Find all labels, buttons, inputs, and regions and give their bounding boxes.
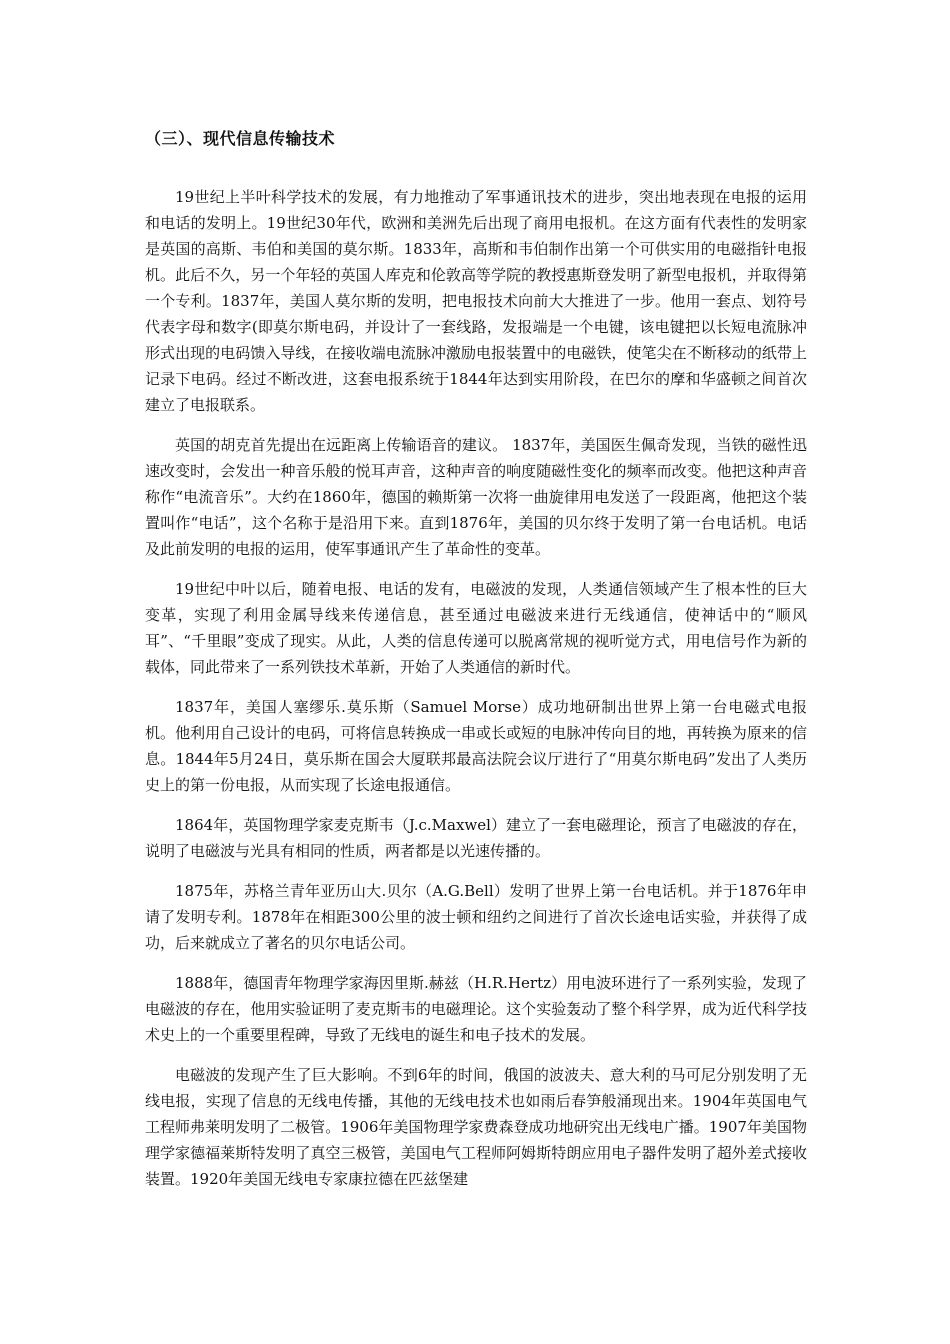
paragraph-morse: 1837年，美国人塞缪乐.莫乐斯（Samuel Morse）成功地研制出世界上第一台电磁式电报机。他利用自己设计的电码，可将信息转换成一串或长或短的电脉冲传向目的地，再转换为原来的信息。1844年5月24日，莫乐斯在国会大厦联邦最高法院会议厅进行了“用莫尔斯电码”发出了人类历史上的第一份电报，从而实现了长途电报通信。: [145, 698, 807, 794]
paragraph-communication-revolution: 19世纪中叶以后，随着电报、电话的发有，电磁波的发现，人类通信领域产生了根本性的巨大变革，实现了利用金属导线来传递信息，甚至通过电磁波来进行无线通信，使神话中的“顺风耳”、“千里眼”变成了现实。从此，人类的信息传递可以脱离常规的视听觉方式，用电信号作为新的载体，同此带来了一系列铁技术革新，开始了人类通信的新时代。: [145, 580, 807, 676]
body-text: [145, 184, 807, 1206]
paragraph-hertz: 1888年，德国青年物理学家海因里斯.赫兹（H.R.Hertz）用电波环进行了一系列实验，发现了电磁波的存在，他用实验证明了麦克斯韦的电磁理论。这个实验轰动了整个科学界，成为近代科学技术史上的一个重要里程碑，导致了无线电的诞生和电子技术的发展。: [145, 974, 807, 1044]
paragraph-bell: 1875年，苏格兰青年亚历山大.贝尔（A.G.Bell）发明了世界上第一台电话机。并于1876年申请了发明专利。1878年在相距300公里的波士顿和纽约之间进行了首次长途电话实验，并获得了成功，后来就成立了著名的贝尔电话公司。: [145, 882, 807, 952]
paragraph-telephone-history: 英国的胡克首先提出在远距离上传输语音的建议。 1837年，美国医生佩奇发现，当铁的磁性迅速改变时，会发出一种音乐般的悦耳声音，这种声音的响度随磁性变化的频率而改变。他把这种声音称作“电流音乐”。大约在1860年，德国的赖斯第一次将一曲旋律用电发送了一段距离，他把这个装置叫作“电话”，这个名称于是沿用下来。直到1876年，美国的贝尔终于发明了第一台电话机。电话及此前发明的电报的运用，使军事通讯产生了革命性的变革。: [145, 436, 807, 558]
paragraph-telegraph-history: 19世纪上半叶科学技术的发展，有力地推动了军事通讯技术的进步，突出地表现在电报的运用和电话的发明上。19世纪30年代，欧洲和美洲先后出现了商用电报机。在这方面有代表性的发明家是英国的高斯、韦伯和美国的莫尔斯。1833年，高斯和韦伯制作出第一个可供实用的电磁指针电报机。此后不久，另一个年轻的英国人库克和伦敦高等学院的教授惠斯登发明了新型电报机，并取得第一个专利。1837年，美国人莫尔斯的发明，把电报技术向前大大推进了一步。他用一套点、划符号代表字母和数字(即莫尔斯电码，并设计了一套线路，发报端是一个电键，该电键把以长短电流脉冲形式出现的电码馈入导线，在接收端电流脉冲激励电报装置中的电磁铁，使笔尖在不断移动的纸带上记录下电码。经过不断改进，这套电报系统于1844年达到实用阶段，在巴尔的摩和华盛顿之间首次建立了电报联系。: [145, 188, 807, 414]
section-heading: （三）、现代信息传输技术: [145, 129, 336, 148]
paragraph-radio-developments: 电磁波的发现产生了巨大影响。不到6年的时间，俄国的波波夫、意大利的马可尼分别发明了无线电报，实现了信息的无线电传播，其他的无线电技术也如雨后春笋般涌现出来。1904年英国电气工程师弗莱明发明了二极管。1906年美国物理学家费森登成功地研究出无线电广播。1907年美国物理学家德福莱斯特发明了真空三极管，美国电气工程师阿姆斯特朗应用电子器件发明了超外差式接收装置。1920年美国无线电专家康拉德在匹兹堡建: [145, 1066, 807, 1188]
paragraph-maxwell: 1864年，英国物理学家麦克斯韦（J.c.Maxwel）建立了一套电磁理论，预言了电磁波的存在，说明了电磁波与光具有相同的性质，两者都是以光速传播的。: [145, 816, 807, 860]
